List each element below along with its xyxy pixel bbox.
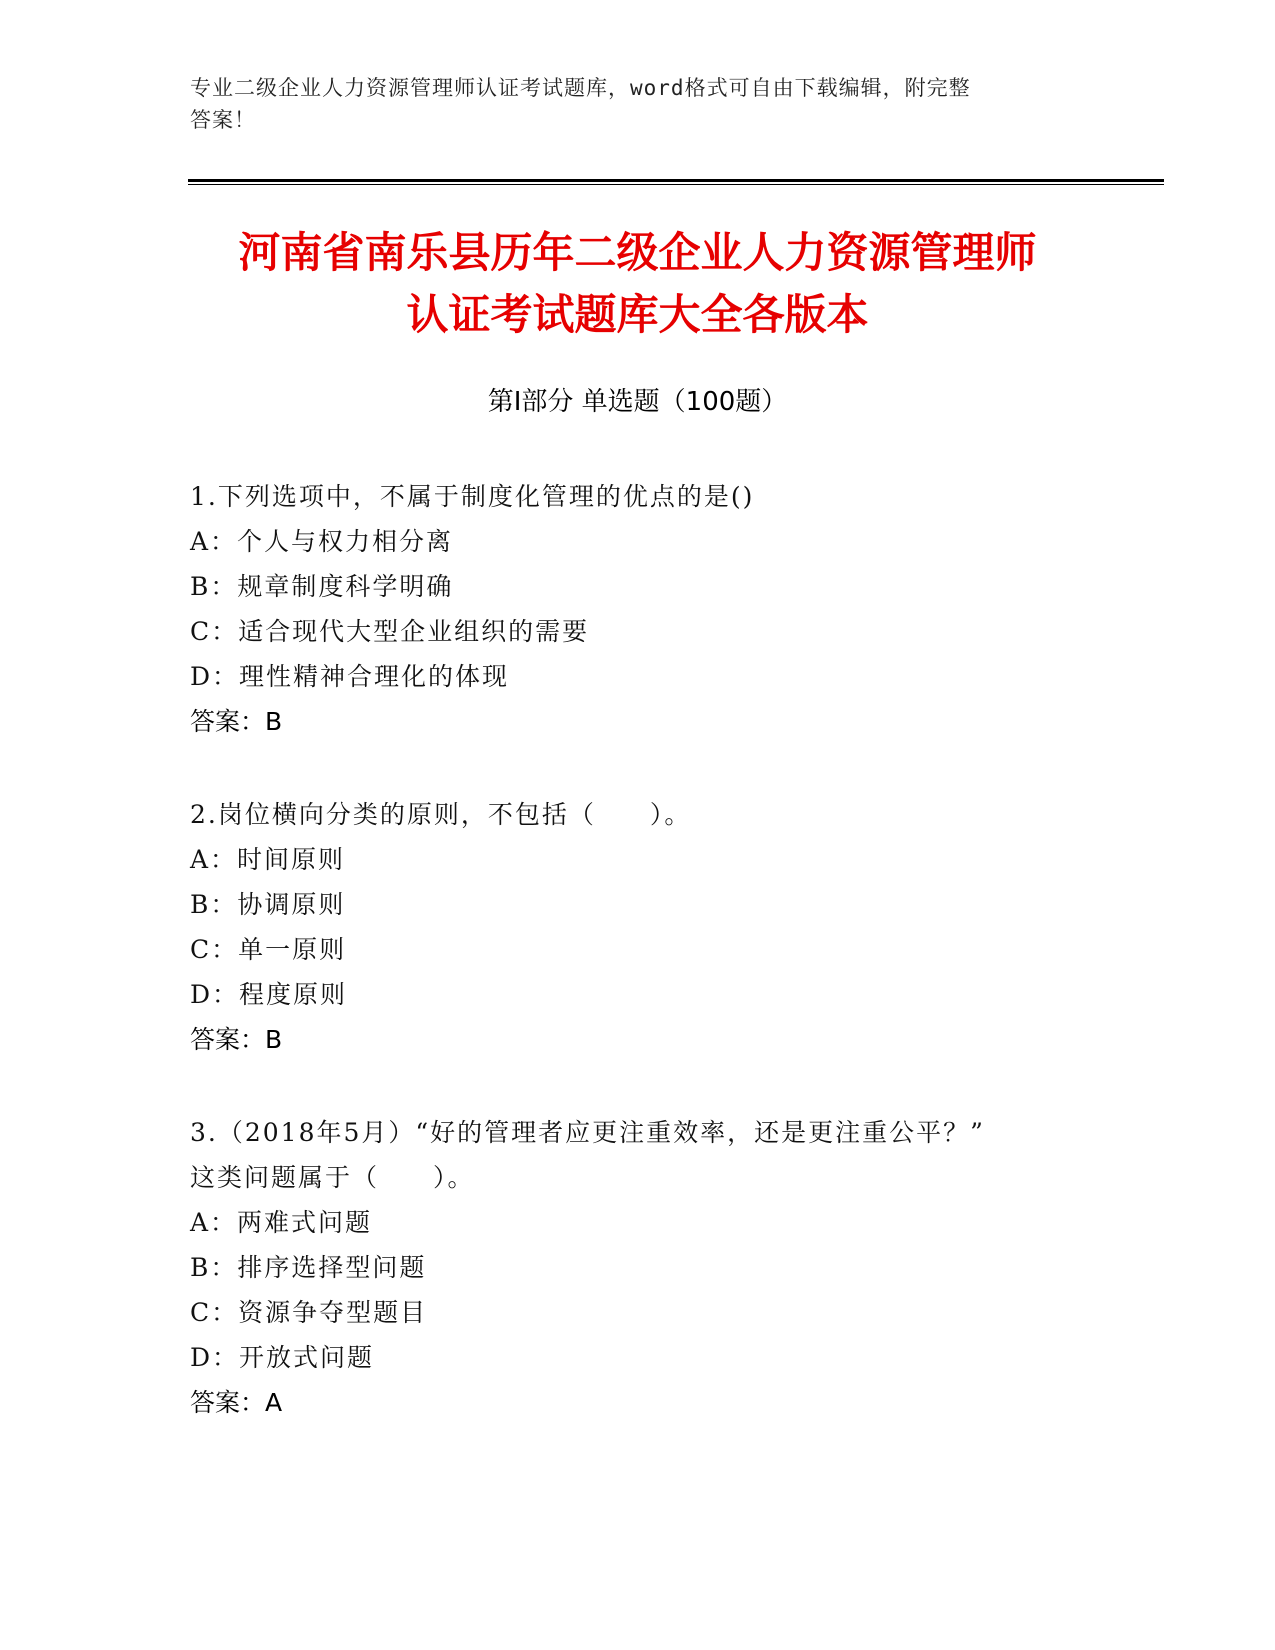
header-note-line: 专业二级企业人力资源管理师认证考试题库，word格式可自由下载编辑，附完整 — [190, 76, 971, 100]
option-b: B：排序选择型问题 — [190, 1253, 427, 1282]
option-b: B：规章制度科学明确 — [190, 572, 454, 601]
answer-line: 答案：A — [190, 1388, 283, 1417]
option-d: D：理性精神合理化的体现 — [190, 662, 510, 691]
answer-line: 答案：B — [190, 707, 283, 736]
question-block — [190, 792, 1090, 1062]
option-a: A：时间原则 — [190, 845, 346, 874]
option-c: C：适合现代大型企业组织的需要 — [190, 617, 590, 646]
question-block — [190, 474, 1090, 744]
option-a: A：两难式问题 — [190, 1208, 373, 1237]
header-note-line: 答案！ — [190, 108, 256, 132]
question-text: 2.岗位横向分类的原则，不包括（ ）。 — [190, 800, 692, 829]
option-d: D：程度原则 — [190, 980, 348, 1009]
header-note — [190, 72, 1090, 136]
option-a: A：个人与权力相分离 — [190, 527, 454, 556]
option-c: C：单一原则 — [190, 935, 347, 964]
option-c: C：资源争夺型题目 — [190, 1298, 428, 1327]
question-block — [190, 1110, 1090, 1425]
document-title-line: 河南省南乐县历年二级企业人力资源管理师 — [238, 228, 1037, 277]
option-d: D：开放式问题 — [190, 1343, 375, 1372]
header-divider-thick — [188, 179, 1164, 182]
question-text: 1.下列选项中，不属于制度化管理的优点的是() — [190, 482, 755, 511]
question-text-continued: 这类问题属于（ ）。 — [190, 1163, 475, 1192]
section-heading: 第Ⅰ部分 单选题（100题） — [487, 387, 788, 417]
option-b: B：协调原则 — [190, 890, 346, 919]
document-title-line: 认证考试题库大全各版本 — [406, 290, 869, 339]
header-divider-thin — [188, 184, 1164, 185]
document-title — [150, 222, 1125, 346]
answer-line: 答案：B — [190, 1025, 283, 1054]
question-text: 3.（2018年5月）“好的管理者应更注重效率，还是更注重公平？” — [190, 1118, 985, 1147]
